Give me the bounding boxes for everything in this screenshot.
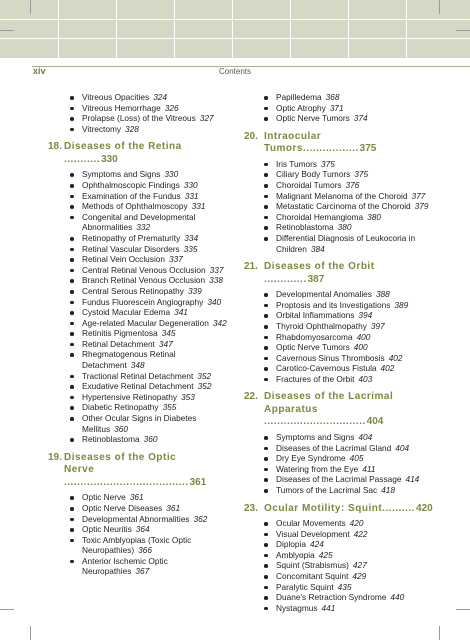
- toc-entry-title: Cavernous Sinus Thrombosis: [276, 352, 385, 363]
- toc-entry-title: Metastatic Carcinoma of the Choroid: [276, 201, 411, 212]
- toc-entry-title: Concomitant Squint: [276, 571, 349, 581]
- toc-entry-page: 360: [114, 423, 128, 434]
- chapter-page: 420: [415, 502, 433, 514]
- chapter-number: 20.: [244, 130, 258, 142]
- toc-entry: [244, 485, 434, 496]
- toc-entry-page: 361: [166, 502, 181, 513]
- toc-entry: [48, 524, 228, 535]
- toc-entry-page: 440: [390, 592, 405, 603]
- toc-entry: [48, 212, 228, 233]
- toc-entry: [244, 332, 434, 343]
- toc-entry-title: Diseases of the Lacrimal Gland: [276, 442, 392, 453]
- toc-entry-title: Vitreous Opacities: [82, 92, 150, 102]
- chapter-heading: [244, 131, 434, 156]
- toc-entry: [48, 244, 228, 255]
- toc-entry-page: 330: [164, 169, 179, 180]
- toc-entry: [244, 169, 434, 180]
- toc-entry-title: Fractures of the Orbit: [276, 373, 355, 384]
- toc-entry-page: 330: [183, 179, 198, 190]
- toc-entry: [48, 503, 228, 514]
- toc-entry-page: 429: [352, 571, 367, 581]
- toc-entry-title: Diplopia: [276, 539, 306, 550]
- toc-entry-page: 334: [184, 232, 199, 243]
- toc-entry-title: Malignant Melanoma of the Choroid: [276, 190, 408, 201]
- toc-entry-title: Ocular Movements: [276, 518, 346, 529]
- chapter-page: 330: [101, 153, 118, 165]
- toc-entry-title: Choroidal Hemangioma: [276, 211, 364, 222]
- chapter-page: 375: [359, 143, 377, 155]
- toc-entry-page: 352: [197, 381, 212, 392]
- toc-entry-page: 411: [362, 463, 376, 474]
- toc-entry-title: Symptoms and Signs: [82, 169, 161, 180]
- toc-entry-title: Vitreous Hemorrhage: [82, 102, 161, 113]
- crop-mark: [0, 609, 14, 610]
- toc-entry-page: 347: [158, 338, 173, 349]
- crop-mark: [456, 609, 470, 610]
- toc-entry-page: 341: [174, 307, 188, 318]
- chapter-title: Intraocular Tumors.................: [264, 130, 359, 155]
- toc-entry-page: 332: [136, 222, 151, 233]
- toc-entry: [244, 529, 434, 540]
- toc-entry: [48, 328, 228, 339]
- toc-entry-title: Squint (Strabismus): [276, 560, 349, 571]
- toc-entry-title: Examination of the Fundus: [82, 190, 181, 201]
- toc-entry: [244, 432, 434, 443]
- toc-entry-page: 397: [370, 320, 385, 331]
- toc-entry-page: 404: [358, 431, 373, 442]
- toc-entry-title: Symptoms and Signs: [276, 431, 355, 442]
- toc-entry-page: 425: [318, 549, 333, 560]
- chapter-heading: [244, 503, 434, 516]
- toc-entry: [244, 353, 434, 364]
- toc-entry-title: Central Serous Retinopathy: [82, 285, 184, 296]
- toc-entry-page: 414: [405, 474, 420, 485]
- toc-entry: [48, 381, 228, 392]
- toc-entry: [48, 402, 228, 413]
- toc-entry-title: Retinopathy of Prematurity: [82, 232, 181, 243]
- chapter-title: Diseases of the Optic: [64, 451, 177, 463]
- toc-entry: [244, 374, 434, 385]
- toc-entry-title: Cystoid Macular Edema: [82, 307, 171, 318]
- toc-entry: [244, 113, 434, 124]
- toc-entry: [48, 254, 228, 265]
- toc-entry: [244, 180, 434, 191]
- toc-entry-page: 404: [395, 442, 410, 453]
- toc-entry: [48, 233, 228, 244]
- toc-entry-title: Retinal Vein Occlusion: [82, 254, 166, 265]
- toc-entry: [244, 103, 434, 114]
- toc-entry: [244, 592, 434, 603]
- toc-entry: [244, 560, 434, 571]
- toc-entry-page: 364: [135, 524, 150, 535]
- toc-entry: [48, 371, 228, 382]
- toc-entry-title: Methods of Ophthalmoscopy: [82, 201, 188, 212]
- toc-entry: [48, 92, 228, 103]
- toc-entry-title: Hypertensive Retinopathy: [82, 391, 178, 402]
- toc-entry: [48, 434, 228, 445]
- toc-entry-page: 339: [187, 285, 202, 296]
- chapter-page: 387: [307, 273, 325, 285]
- toc-entry-title: Paralytic Squint: [276, 581, 334, 592]
- toc-entry-title: Fundus Fluorescein Angiography: [82, 296, 204, 307]
- toc-entry-page: 441: [321, 602, 336, 613]
- toc-entry-page: 427: [352, 560, 367, 571]
- toc-entry: [48, 318, 228, 329]
- toc-entry-title: Retinoblastoma: [276, 222, 334, 233]
- toc-entry: [244, 191, 434, 202]
- crop-mark: [0, 30, 14, 31]
- crop-mark: [30, 0, 31, 14]
- toc-entry-page: 345: [161, 328, 176, 339]
- toc-entry: [48, 349, 228, 370]
- toc-entry-page: 328: [125, 123, 139, 134]
- toc-entry-page: 362: [193, 513, 208, 524]
- toc-entry-page: 376: [345, 179, 360, 190]
- toc-entry-page: 337: [169, 254, 183, 265]
- toc-entry: [244, 222, 434, 233]
- toc-entry-page: 367: [135, 566, 150, 577]
- toc-entry: [48, 201, 228, 212]
- toc-entry: [244, 310, 434, 321]
- toc-entry-title: Diseases of the Lacrimal Passage: [276, 474, 402, 485]
- toc-entry-title: Exudative Retinal Detachment: [82, 381, 194, 392]
- toc-entry-page: 400: [356, 331, 371, 342]
- toc-entry: [244, 603, 434, 614]
- toc-entry-page: 368: [325, 92, 340, 102]
- chapter-number: 18.: [48, 141, 62, 153]
- toc-entry-page: 355: [162, 402, 177, 413]
- toc-entry: [48, 339, 228, 350]
- toc-entry-title: Developmental Anomalies: [276, 289, 372, 300]
- toc-entry-page: 402: [388, 352, 403, 363]
- crop-mark: [439, 626, 440, 640]
- toc-entry-title: Developmental Abnormalities: [82, 513, 190, 524]
- toc-entry-page: 389: [394, 299, 409, 310]
- toc-entry: [48, 103, 228, 114]
- chapter-title: Diseases of the Orbit .............: [264, 261, 375, 285]
- toc-entry-title: Papilledema: [276, 92, 322, 102]
- toc-entry-page: 375: [321, 158, 335, 169]
- toc-entry: [244, 518, 434, 529]
- toc-entry: [48, 191, 228, 202]
- toc-entry: [244, 201, 434, 212]
- chapter-heading: [48, 141, 228, 166]
- toc-entry-title: Carotico-Cavernous Fistula: [276, 363, 377, 374]
- toc-entry-page: 435: [337, 581, 352, 592]
- toc-entry-title: Optic Neuritis: [82, 524, 132, 535]
- toc-entry-title: Anterior Ischemic Optic Neuropathies: [82, 555, 168, 577]
- toc-entry-title: Prolapse (Loss) of the Vitreous: [82, 113, 196, 124]
- toc-entry: [48, 413, 228, 434]
- toc-entry-page: 420: [349, 518, 364, 529]
- toc-entry-page: 377: [411, 190, 426, 201]
- toc-entry-page: 374: [353, 113, 368, 124]
- toc-entry: [244, 582, 434, 593]
- toc-entry-page: 375: [354, 169, 369, 180]
- toc-entry-page: 380: [367, 211, 382, 222]
- toc-entry-page: 327: [199, 113, 214, 124]
- toc-entry-page: 366: [138, 545, 152, 556]
- toc-entry-title: Optic Atrophy: [276, 102, 326, 113]
- toc-entry: [48, 124, 228, 135]
- chapter-page: 361: [189, 476, 207, 488]
- toc-entry-title: Duane's Retraction Syndrome: [276, 592, 387, 603]
- toc-entry: [244, 443, 434, 454]
- toc-entry-page: 338: [209, 275, 223, 286]
- toc-entry-page: 380: [337, 222, 352, 233]
- toc-entry-title: Ciliary Body Tumors: [276, 169, 351, 180]
- toc-entry: [244, 321, 434, 332]
- header-band: [0, 0, 470, 58]
- toc-entry-title: Thyroid Ophthalmopathy: [276, 320, 367, 331]
- toc-entry: [48, 169, 228, 180]
- toc-entry: [48, 297, 228, 308]
- toc-entry-page: 352: [197, 370, 212, 381]
- chapter-title: Diseases of the Retina ...........: [64, 141, 182, 165]
- toc-entry-title: Nystagmus: [276, 602, 318, 613]
- toc-entry: [244, 453, 434, 464]
- toc-entry-page: 424: [309, 539, 324, 550]
- toc-entry-page: 388: [375, 289, 390, 300]
- toc-entry-title: Rhegmatogenous Retinal Detachment: [82, 349, 176, 371]
- toc-entry-title: Central Retinal Venous Occlusion: [82, 264, 206, 275]
- toc-entry-title: Optic Nerve Tumors: [276, 113, 350, 124]
- toc-entry: [244, 474, 434, 485]
- toc-entry-title: Optic Nerve: [82, 492, 126, 503]
- toc-entry-page: 361: [129, 492, 144, 503]
- toc-entry-page: 403: [358, 373, 373, 384]
- toc-entry-title: Differential Diagnosis of Leukocoria in Children: [276, 232, 416, 254]
- chapter-number: 19.: [48, 451, 62, 463]
- toc-entry-page: 337: [209, 264, 224, 275]
- toc-entry: [244, 571, 434, 582]
- toc-entry-title: Vitrectomy: [82, 123, 122, 134]
- toc-entry-title: Retinoblastoma: [82, 434, 140, 445]
- toc-entry: [244, 289, 434, 300]
- toc-entry: [244, 342, 434, 353]
- toc-entry-title: Tumors of the Lacrimal Sac: [276, 484, 378, 495]
- toc-entry: [244, 159, 434, 170]
- toc-entry-page: 418: [381, 484, 395, 495]
- toc-entry-title: Amblyopia: [276, 549, 315, 560]
- toc-entry-page: 331: [184, 190, 199, 201]
- toc-entry: [48, 275, 228, 286]
- toc-entry-page: 402: [380, 363, 395, 374]
- toc-entry-title: Congenital and Developmental Abnormalities: [82, 211, 196, 233]
- toc-entry: [244, 300, 434, 311]
- toc-entry-title: Choroidal Tumors: [276, 179, 342, 190]
- toc-entry: [244, 550, 434, 561]
- toc-right-column: [244, 92, 434, 613]
- toc-entry-title: Proptosis and its Investigations: [276, 299, 391, 310]
- toc-entry-page: 335: [183, 243, 198, 254]
- toc-entry-title: Retinal Vascular Disorders: [82, 243, 180, 254]
- chapter-page: 404: [366, 416, 384, 428]
- chapter-heading: [244, 391, 434, 429]
- toc-entry-title: Optic Nerve Diseases: [82, 502, 163, 513]
- chapter-title: Apparatus ...............................: [264, 403, 366, 428]
- toc-entry-title: Visual Development: [276, 528, 350, 539]
- toc-entry: [48, 556, 228, 577]
- toc-entry: [244, 539, 434, 550]
- toc-entry-page: 348: [130, 360, 145, 371]
- toc-entry-page: 394: [358, 310, 373, 321]
- toc-entry: [244, 233, 434, 254]
- toc-entry: [48, 286, 228, 297]
- toc-entry: [244, 212, 434, 223]
- toc-entry-page: 353: [181, 391, 195, 402]
- toc-entry-title: Dry Eye Syndrome: [276, 453, 346, 464]
- toc-entry-page: 324: [153, 92, 168, 102]
- chapter-heading: [244, 261, 434, 286]
- toc-entry-title: Iris Tumors: [276, 158, 318, 169]
- toc-entry: [48, 180, 228, 191]
- toc-entry: [244, 92, 434, 103]
- toc-entry-title: Rhabdomyosarcoma: [276, 331, 353, 342]
- toc-entry-page: 379: [414, 201, 429, 212]
- running-head: Contents: [218, 67, 252, 76]
- toc-entry: [48, 113, 228, 124]
- toc-entry-title: Watering from the Eye: [276, 463, 359, 474]
- toc-entry-page: 422: [353, 528, 368, 539]
- chapter-number: 21.: [244, 261, 258, 273]
- toc-entry-title: Ophthalmoscopic Findings: [82, 179, 180, 190]
- toc-entry-title: Retinal Detachment: [82, 338, 155, 349]
- chapter-heading: [48, 452, 228, 490]
- toc-entry-title: Tractional Retinal Detachment: [82, 370, 194, 381]
- toc-entry: [48, 514, 228, 525]
- toc-entry-page: 340: [207, 296, 222, 307]
- toc-entry-page: 384: [310, 243, 325, 254]
- toc-entry-title: Other Ocular Signs in Diabetes Mellitus: [82, 413, 197, 434]
- toc-entry: [48, 535, 228, 556]
- toc-entry-page: 400: [353, 342, 368, 353]
- toc-entry-title: Diabetic Retinopathy: [82, 402, 159, 413]
- toc-entry-title: Orbital Inflammations: [276, 310, 355, 321]
- page-number: xiv: [33, 66, 46, 76]
- toc-entry-title: Optic Nerve Tumors: [276, 342, 350, 353]
- crop-mark: [30, 626, 31, 640]
- toc-left-column: [48, 92, 228, 577]
- toc-entry: [48, 392, 228, 403]
- toc-entry-title: Retinitis Pigmentosa: [82, 328, 158, 339]
- chapter-title: Ocular Motility: Squint..........: [264, 502, 415, 514]
- toc-entry: [48, 307, 228, 318]
- toc-entry: [48, 492, 228, 503]
- crop-mark: [439, 0, 440, 14]
- toc-entry-page: 326: [164, 102, 179, 113]
- toc-entry: [244, 464, 434, 475]
- chapter-number: 23.: [244, 502, 258, 514]
- toc-entry: [244, 363, 434, 374]
- toc-entry: [48, 265, 228, 276]
- chapter-title: Diseases of the Lacrimal: [264, 391, 394, 403]
- toc-entry-page: 405: [349, 453, 364, 464]
- toc-entry-page: 331: [191, 201, 206, 212]
- toc-entry-title: Toxic Amblyopias (Toxic Optic Neuropathies): [82, 534, 192, 556]
- toc-entry-page: 342: [212, 317, 227, 328]
- chapter-title: Nerve ......................................: [64, 464, 189, 488]
- toc-entry-title: Branch Retinal Venous Occlusion: [82, 275, 206, 286]
- toc-entry-title: Age-related Macular Degeneration: [82, 317, 209, 328]
- toc-entry-page: 360: [143, 434, 158, 445]
- chapter-number: 22.: [244, 391, 258, 403]
- crop-mark: [456, 30, 470, 31]
- toc-entry-page: 371: [329, 102, 344, 113]
